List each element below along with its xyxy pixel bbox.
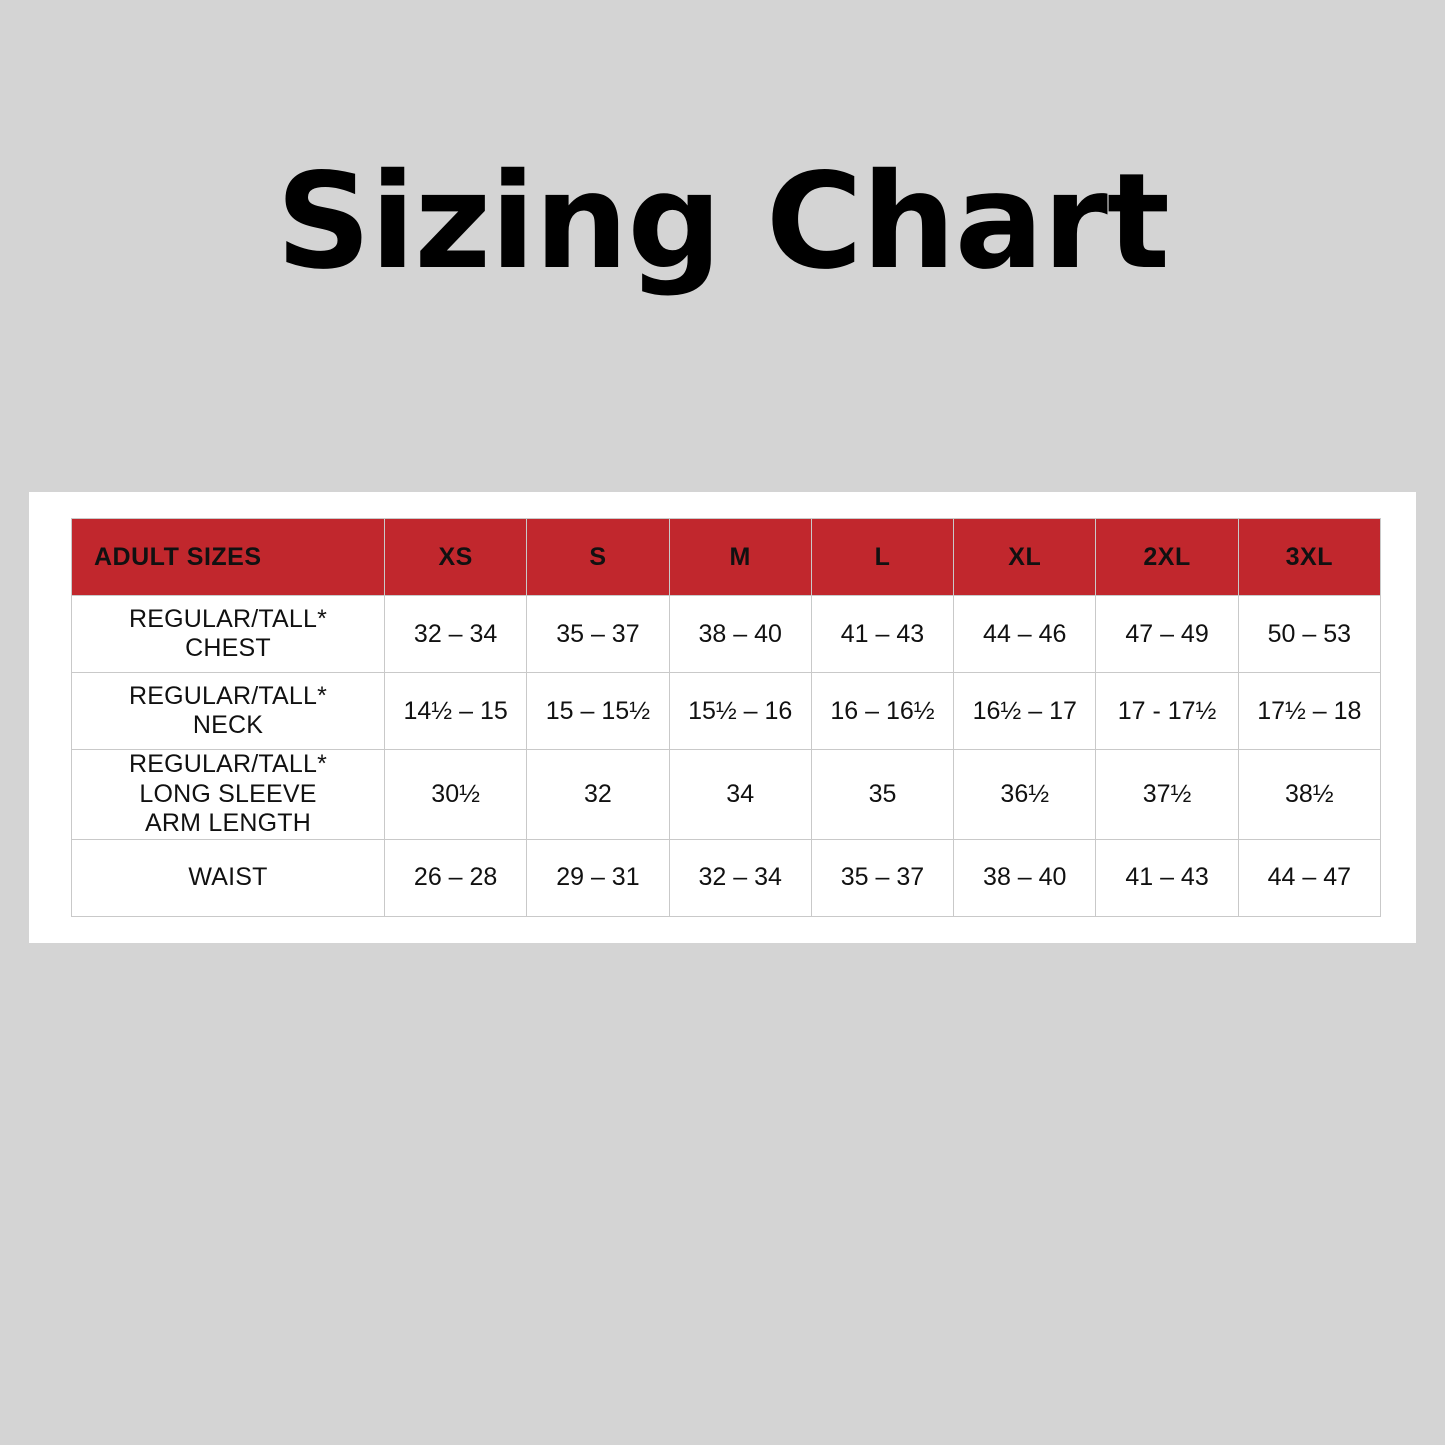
cell-neck-m: 15½ – 16 bbox=[669, 673, 811, 750]
sizing-chart-card bbox=[29, 492, 1416, 943]
cell-waist-2xl: 41 – 43 bbox=[1096, 839, 1238, 916]
table-header bbox=[72, 519, 1381, 596]
row-label-line: REGULAR/TALL* bbox=[128, 681, 328, 710]
cell-chest-3xl: 50 – 53 bbox=[1238, 596, 1380, 673]
cell-chest-2xl: 47 – 49 bbox=[1096, 596, 1238, 673]
table-row bbox=[72, 839, 1381, 916]
cell-neck-xl: 16½ – 17 bbox=[954, 673, 1096, 750]
row-label-line: REGULAR/TALL* bbox=[128, 750, 328, 778]
cell-waist-3xl: 44 – 47 bbox=[1238, 839, 1380, 916]
cell-chest-xl: 44 – 46 bbox=[954, 596, 1096, 673]
cell-waist-s: 29 – 31 bbox=[527, 839, 669, 916]
cell-arm-3xl: 38½ bbox=[1238, 750, 1380, 840]
header-size-xs: XS bbox=[385, 519, 527, 596]
header-size-3xl: 3XL bbox=[1238, 519, 1380, 596]
table-row bbox=[72, 673, 1381, 750]
cell-neck-l: 16 – 16½ bbox=[811, 673, 953, 750]
header-size-2xl: 2XL bbox=[1096, 519, 1238, 596]
row-label-line: NECK bbox=[192, 711, 264, 739]
cell-arm-2xl: 37½ bbox=[1096, 750, 1238, 840]
header-size-xl: XL bbox=[954, 519, 1096, 596]
table-body bbox=[72, 596, 1381, 917]
cell-arm-m: 34 bbox=[669, 750, 811, 840]
row-label-neck bbox=[72, 673, 385, 750]
cell-arm-xl: 36½ bbox=[954, 750, 1096, 840]
header-size-s: S bbox=[527, 519, 669, 596]
cell-arm-l: 35 bbox=[811, 750, 953, 840]
sizing-table bbox=[71, 518, 1381, 917]
page-title: Sizing Chart bbox=[276, 145, 1169, 299]
row-label-line: ARM LENGTH bbox=[145, 809, 311, 837]
cell-chest-xs: 32 – 34 bbox=[385, 596, 527, 673]
cell-arm-xs: 30½ bbox=[385, 750, 527, 840]
header-size-l: L bbox=[811, 519, 953, 596]
row-label-line: CHEST bbox=[185, 634, 271, 662]
cell-neck-2xl: 17 - 17½ bbox=[1096, 673, 1238, 750]
cell-neck-xs: 14½ – 15 bbox=[385, 673, 527, 750]
row-label-line: WAIST bbox=[188, 862, 268, 891]
table-header-row bbox=[72, 519, 1381, 596]
table-row bbox=[72, 750, 1381, 840]
row-label-line: REGULAR/TALL* bbox=[128, 604, 328, 633]
cell-neck-s: 15 – 15½ bbox=[527, 673, 669, 750]
cell-waist-xl: 38 – 40 bbox=[954, 839, 1096, 916]
cell-waist-m: 32 – 34 bbox=[669, 839, 811, 916]
cell-chest-l: 41 – 43 bbox=[811, 596, 953, 673]
cell-waist-l: 35 – 37 bbox=[811, 839, 953, 916]
cell-neck-3xl: 17½ – 18 bbox=[1238, 673, 1380, 750]
cell-arm-s: 32 bbox=[527, 750, 669, 840]
cell-chest-s: 35 – 37 bbox=[527, 596, 669, 673]
row-label-waist bbox=[72, 839, 385, 916]
row-label-line: LONG SLEEVE bbox=[139, 779, 317, 808]
cell-waist-xs: 26 – 28 bbox=[385, 839, 527, 916]
cell-chest-m: 38 – 40 bbox=[669, 596, 811, 673]
header-size-m: M bbox=[669, 519, 811, 596]
table-row bbox=[72, 596, 1381, 673]
row-label-chest bbox=[72, 596, 385, 673]
header-adult-sizes: ADULT SIZES bbox=[72, 519, 385, 596]
row-label-arm-length bbox=[72, 750, 385, 840]
